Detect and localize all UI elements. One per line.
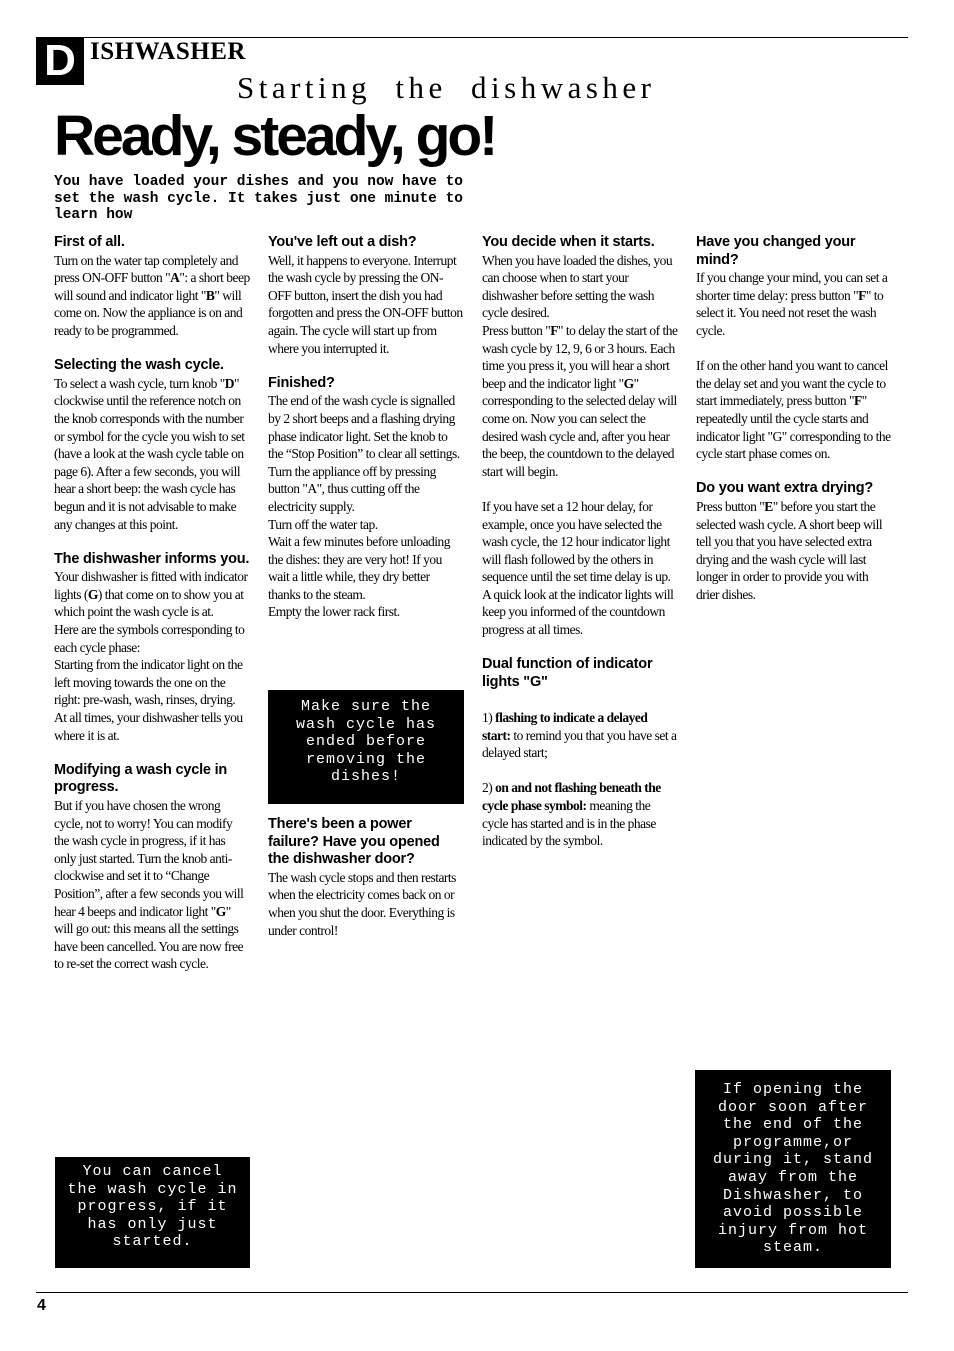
paragraph-power-failure: The wash cycle stops and then restarts when the electricity comes back on or when you shut the door. Everything is under control! bbox=[268, 869, 456, 938]
note-cancel-cycle: You can cancel the wash cycle in progress, if it has only just started. bbox=[55, 1157, 250, 1268]
paragraph-informs-you: Your dishwasher is fitted with indicator lights (G) that come on to show you at which point the wash cycle is at. bbox=[54, 569, 248, 620]
section-initial-badge: D bbox=[36, 37, 84, 85]
paragraph-finished-signal: The end of the wash cycle is signalled by 2 short beeps and a flashing drying phase indicator light. Set the knob to the “Stop Position” to clear all settings. bbox=[268, 393, 460, 462]
paragraph-symbols: Here are the symbols corresponding to each cycle phase: bbox=[54, 622, 245, 655]
heading-finished: Finished? bbox=[268, 374, 335, 391]
heading-decide-start: You decide when it starts. bbox=[482, 234, 655, 250]
page-subtitle: Starting the dishwasher bbox=[237, 70, 656, 105]
paragraph-dual-steady: 2) on and not flashing beneath the cycle phase symbol: meaning the cycle has started and is in the phase indicated by the symbol. bbox=[482, 780, 661, 849]
column-2-lower bbox=[268, 816, 464, 939]
paragraph-turn-off-appliance: Turn the appliance off by pressing button "A", thus cutting off the electricity supply. bbox=[268, 463, 436, 514]
paragraph-all-times: At all times, your dishwasher tells you where it is at. bbox=[54, 710, 243, 743]
column-3 bbox=[482, 234, 678, 850]
bottom-rule bbox=[36, 1292, 908, 1293]
paragraph-dual-flashing: 1) flashing to indicate a delayed start: to remind you that you have set a delayed start; bbox=[482, 710, 677, 761]
paragraph-cancel-delay: If on the other hand you want to cancel the delay set and you want the cycle to start immediately, press button "F" repeatedly until the cycle starts and indicator light "G" corresponding to the cycle start phase comes on. bbox=[696, 358, 891, 462]
paragraph-lower-rack: Empty the lower rack first. bbox=[268, 604, 400, 620]
paragraph-turn-off-tap: Turn off the water tap. bbox=[268, 516, 378, 532]
note-cycle-ended: Make sure the wash cycle has ended before removing the dishes! bbox=[268, 690, 464, 804]
paragraph-decide-start: When you have loaded the dishes, you can choose when to start your dishwasher before setting the wash cycle desired. bbox=[482, 252, 673, 321]
heading-changed-mind: Have you changed your mind? bbox=[696, 234, 856, 268]
paragraph-delay-button: Press button "F" to delay the start of the wash cycle by 12, 9, 6 or 3 hours. Each time you press it, you will hear a short beep and the indicator light "G" corresponding to the selected delay will come on. Now you can select the desired wash cycle and, after you hear the beep, the countdown to the delayed start will begin. bbox=[482, 322, 678, 479]
paragraph-modifying-cycle: But if you have chosen the wrong cycle, not to worry! You can modify the wash cycle in progress, if it has only just started. Turn the knob anti-clockwise and set it to “Change Position”, after a few seconds you will hear 4 beeps and indicator light "G" will go out: this means all the settings have been cancelled. You are now free to re-set the correct wash cycle. bbox=[54, 798, 244, 972]
heading-modifying-cycle: Modifying a wash cycle in progress. bbox=[54, 761, 228, 796]
heading-power-failure: There's been a power failure? Have you opened the dishwasher door? bbox=[268, 816, 440, 868]
paragraph-extra-drying: Press button "E" before you start the selected wash cycle. A short beep will tell you that you have selected extra drying and the wash cycle will last longer in order to provide you with drier dishes. bbox=[696, 498, 883, 602]
paragraph-first-of-all: Turn on the water tap completely and press ON-OFF button "A": a short beep will sound and indicator light "B" will come on. Now the appliance is on and ready to be programmed. bbox=[54, 252, 250, 338]
column-1 bbox=[54, 234, 250, 973]
heading-dual-function: Dual function of indicator lights "G" bbox=[482, 656, 653, 690]
heading-selecting-cycle: Selecting the wash cycle. bbox=[54, 357, 224, 374]
paragraph-delay-example: If you have set a 12 hour delay, for example, once you have selected the wash cycle, the 12 hour indicator light will flash followed by the others in sequence until the set time delay is up. A quick look at the indicator lights will keep you informed of the countdown progress at all times. bbox=[482, 498, 674, 638]
section-title: ISHWASHER bbox=[90, 38, 246, 65]
column-4 bbox=[696, 234, 892, 603]
heading-informs-you: The dishwasher informs you. bbox=[54, 550, 250, 567]
paragraph-shorter-delay: If you change your mind, you can set a shorter time delay: press button "F" to select it. You need not reset the wash cycle. bbox=[696, 270, 888, 338]
heading-first-of-all: First of all. bbox=[54, 234, 125, 250]
paragraph-wait-unload: Wait a few minutes before unloading the dishes: they are very hot! If you wait a little while, they dry better thanks to the steam. bbox=[268, 534, 450, 602]
page-title: Ready, steady, go! bbox=[54, 104, 496, 168]
intro-text: You have loaded your dishes and you now have to set the wash cycle. It takes just one minute to learn how bbox=[54, 174, 463, 223]
page-number: 4 bbox=[37, 1297, 46, 1314]
column-2 bbox=[268, 234, 464, 621]
heading-left-out-dish: You've left out a dish? bbox=[268, 234, 417, 250]
heading-extra-drying: Do you want extra drying? bbox=[696, 480, 874, 497]
paragraph-indicator-order: Starting from the indicator light on the left moving towards the one on the right: pre-wash, wash, rinses, drying. bbox=[54, 657, 243, 708]
paragraph-left-out-dish: Well, it happens to everyone. Interrupt the wash cycle by pressing the ON-OFF button, insert the dish you had forgotten and press the ON-OFF button again. The cycle will start up from where you interrupted it. bbox=[268, 252, 463, 356]
note-hot-steam-warning: If opening the door soon after the end of the programme,or during it, stand away from the Dishwasher, to avoid possible injury from hot steam. bbox=[695, 1070, 891, 1268]
paragraph-selecting-cycle: To select a wash cycle, turn knob "D" clockwise until the reference notch on the knob corresponds with the number or symbol for the cycle you wish to set (have a look at the wash cycle table on page 6). After a few seconds, you will hear a short beep: the wash cycle has begun and it is not advisable to make any changes at this point. bbox=[54, 375, 245, 532]
